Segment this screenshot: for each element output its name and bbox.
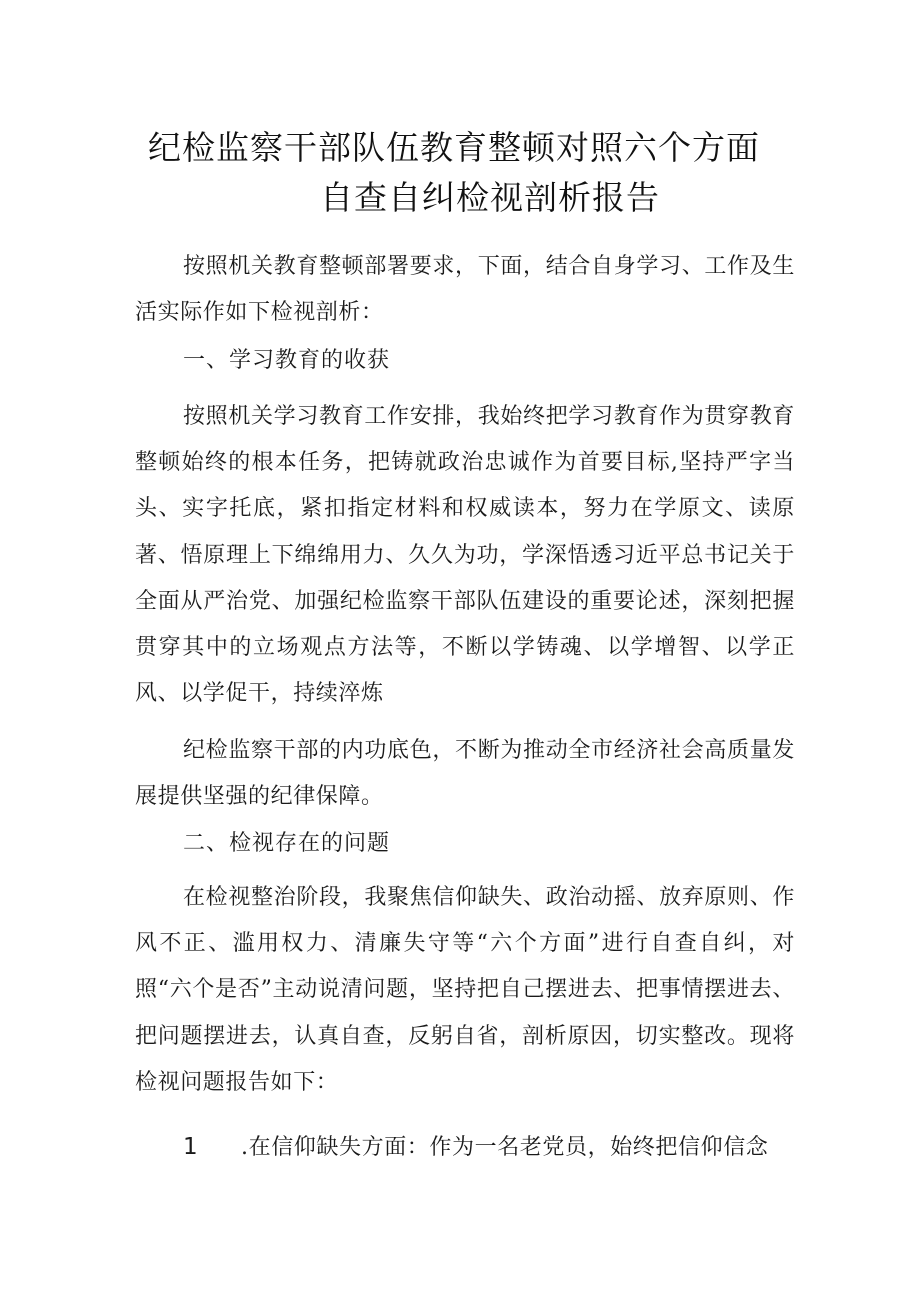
- section1-paragraph1: 按照机关学习教育工作安排，我始终把学习教育作为贯穿教育整顿始终的根本任务，把铸就政治忠诚作为首要目标,坚持严字当头、实字托底，紧扣指定材料和权威读本，努力在学原文、读原著、悟原理上下绵绵用力、久久为功，学深悟透习近平总书记关于全面从严治党、加强纪检监察干部队伍建设的重要论述，深刻把握贯穿其中的立场观点方法等，不断以学铸魂、以学增智、以学正风、以学促干，持续淬炼: [135, 404, 795, 707]
- document-title-line1: 纪检监察干部队伍教育整顿对照六个方面: [148, 128, 760, 167]
- section2-paragraph1: 在检视整治阶段，我聚焦信仰缺失、政治动摇、放弃原则、作风不正、滥用权力、清廉失守等“六个方面”进行自查自纠，对照“六个是否”主动说清问题，坚持把自己摆进去、把事情摆进去、把问题摆进去，认真自查，反躬自省，剖析原因，切实整改。现将检视问题报告如下：: [135, 885, 795, 1095]
- section1-paragraph2: 纪检监察干部的内功底色，不断为推动全市经济社会高质量发展提供坚强的纪律保障。: [135, 738, 795, 810]
- list-item: [183, 1124, 795, 1171]
- section2-heading: 二、检视存在的问题: [183, 831, 391, 856]
- list-item-text: .在信仰缺失方面：作为一名老党员，始终把信仰信念: [241, 1135, 769, 1160]
- intro-paragraph: 按照机关教育整顿部署要求，下面，结合自身学习、工作及生活实际作如下检视剖析：: [135, 254, 795, 326]
- list-item-number: 1: [183, 1134, 199, 1160]
- section1-heading: 一、学习教育的收获: [183, 348, 391, 373]
- document-title-line2: 自查自纠检视剖析报告: [320, 178, 660, 217]
